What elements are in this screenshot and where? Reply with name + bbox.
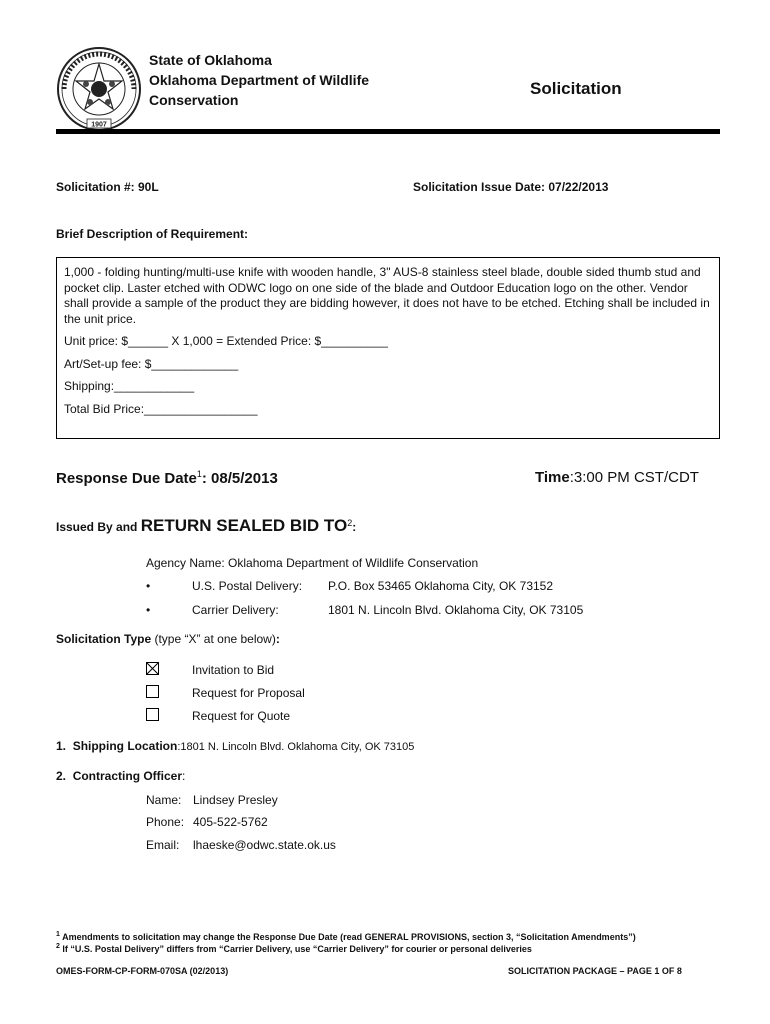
checkbox-request-for-proposal[interactable] xyxy=(146,685,159,698)
contracting-officer xyxy=(56,769,185,783)
solicitation-number: Solicitation #: 90L xyxy=(56,180,159,194)
requirement-label: Brief Description of Requirement: xyxy=(56,227,249,241)
checkbox-invitation-to-bid[interactable] xyxy=(146,662,159,675)
footnote-ref-1: 1 xyxy=(196,469,202,479)
due-date-value: : 08/5/2013 xyxy=(201,470,278,487)
bullet-carrier: • xyxy=(146,603,151,617)
bullet-postal: • xyxy=(146,579,151,593)
due-date-label: Response Due Date xyxy=(56,470,197,487)
shipping-location-value: :1801 N. Lincoln Blvd. Oklahoma City, OK 73105 xyxy=(177,741,415,753)
x-mark-icon xyxy=(147,663,158,674)
footnote-1-text: Amendments to solicitation may change the Response Due Date (read GENERAL PROVISIONS, section 3, “Solicitation Amendments”) xyxy=(62,932,636,942)
header-divider xyxy=(56,129,720,134)
contracting-officer-suffix: : xyxy=(182,769,186,783)
return-sealed-bid: RETURN SEALED BID TO xyxy=(140,516,348,535)
response-due-date xyxy=(56,469,278,487)
option-invitation-to-bid: Invitation to Bid xyxy=(192,663,275,677)
solicitation-type-title: Solicitation Type xyxy=(56,632,152,646)
shipping-line[interactable]: Shipping:____________ xyxy=(64,379,195,393)
footnote-2 xyxy=(56,943,532,954)
issued-by-prefix: Issued By and xyxy=(56,520,141,534)
setup-fee-line[interactable]: Art/Set-up fee: $_____________ xyxy=(64,356,239,371)
page-title: Solicitation xyxy=(530,79,622,98)
org-line-3: Conservation xyxy=(149,92,239,108)
page-number: SOLICITATION PACKAGE – PAGE 1 OF 8 xyxy=(508,966,682,976)
requirement-box xyxy=(56,257,720,439)
response-due-time xyxy=(535,469,699,486)
return-heading xyxy=(56,516,356,536)
officer-email-label: Email: xyxy=(146,838,180,852)
officer-name: Lindsey Presley xyxy=(193,793,278,807)
requirement-description: 1,000 - folding hunting/multi-use knife with wooden handle, 3" AUS-8 stainless steel blade, double sided thumb stud and pocket clip. Laster etched with ODWC logo on one side of the blade and Outdoor Education logo on the other. Vendor shall provide a sample of the product they are bidding however, it does not have to be etched. Etching shall be included in the unit price. xyxy=(64,265,710,326)
issued-suffix: : xyxy=(352,520,357,534)
footnote-1 xyxy=(56,931,636,942)
form-id: OMES-FORM-CP-FORM-070SA (02/2013) xyxy=(56,966,229,976)
agency-name: Agency Name: Oklahoma Department of Wildlife Conservation xyxy=(146,556,479,570)
footnote-1-number: 1 xyxy=(56,931,60,938)
org-line-2: Oklahoma Department of Wildlife xyxy=(149,72,370,88)
footnote-ref-2: 2 xyxy=(347,518,353,528)
checkbox-request-for-quote[interactable] xyxy=(146,708,159,721)
shipping-location-label: Shipping Location xyxy=(72,739,178,753)
option-request-for-proposal: Request for Proposal xyxy=(192,686,305,700)
carrier-delivery-address: 1801 N. Lincoln Blvd. Oklahoma City, OK 73105 xyxy=(328,603,584,617)
org-line-1: State of Oklahoma xyxy=(149,52,272,68)
officer-phone: 405-522-5762 xyxy=(193,815,268,829)
unit-price-line[interactable]: Unit price: $______ X 1,000 = Extended Price: $__________ xyxy=(64,334,388,348)
option-request-for-quote: Request for Quote xyxy=(192,709,291,723)
carrier-delivery-label: Carrier Delivery: xyxy=(192,603,279,617)
shipping-number: 1. xyxy=(56,739,67,753)
shipping-location xyxy=(56,739,414,753)
agency-header xyxy=(149,50,369,110)
total-bid-line[interactable]: Total Bid Price:_________________ xyxy=(64,401,258,416)
solicitation-issue-date: Solicitation Issue Date: 07/22/2013 xyxy=(413,180,609,194)
postal-delivery-label: U.S. Postal Delivery: xyxy=(192,579,303,593)
officer-phone-label: Phone: xyxy=(146,815,185,829)
due-time-value: :3:00 PM CST/CDT xyxy=(569,469,699,486)
officer-name-label: Name: xyxy=(146,793,182,807)
contracting-number: 2. xyxy=(56,769,67,783)
footnote-2-text: If “U.S. Postal Delivery” differs from “Carrier Delivery, use “Carrier Delivery” for courier or personal deliveries xyxy=(62,944,532,954)
postal-delivery-address: P.O. Box 53465 Oklahoma City, OK 73152 xyxy=(328,579,554,593)
solicitation-type-hint: (type “X” at one below) xyxy=(151,632,276,646)
solicitation-type-label xyxy=(56,632,280,646)
contracting-officer-label: Contracting Officer xyxy=(72,769,183,783)
state-seal xyxy=(56,46,142,132)
due-time-label: Time xyxy=(535,469,570,486)
footnote-2-number: 2 xyxy=(56,943,60,950)
officer-email[interactable]: lhaeske@odwc.state.ok.us xyxy=(193,838,336,852)
solicitation-type-suffix: : xyxy=(275,632,280,646)
seal-year: 1907 xyxy=(91,121,107,129)
